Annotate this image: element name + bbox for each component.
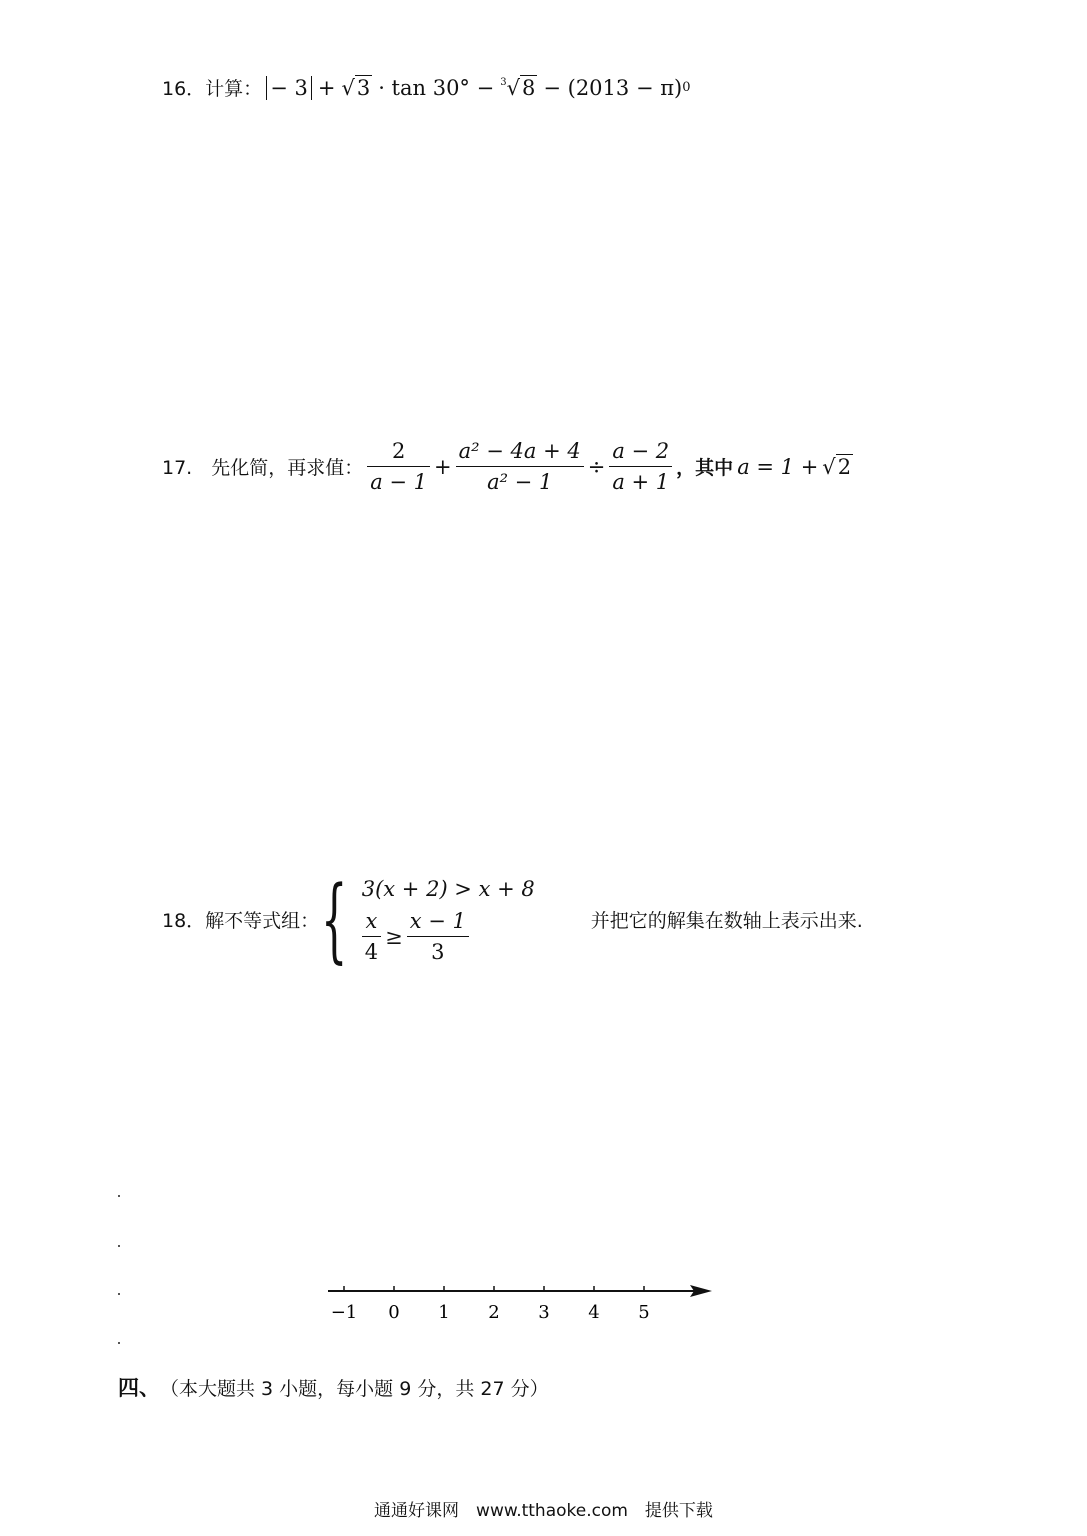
q16-abs-value: − 3 <box>266 76 312 100</box>
number-line-tick-label: 1 <box>438 1302 450 1323</box>
question-16 <box>162 74 691 101</box>
q16-plus: + <box>317 75 336 100</box>
q18-inequality-1: 3(x + 2) > x + 8 <box>361 877 535 901</box>
q17-where: ，其中 <box>676 457 734 479</box>
q17-plus: + <box>434 454 452 479</box>
number-line-tick-label: 2 <box>488 1302 500 1323</box>
question-18 <box>162 865 863 973</box>
q17-fraction-1: $\frac{2}{a - 1}$ <box>367 436 430 497</box>
number-line-tick-label: 4 <box>588 1302 600 1323</box>
q18-left-fraction: $\frac{x}{4}$ <box>362 906 381 967</box>
number-line <box>320 1276 720 1326</box>
q18-label: 18．解不等式组： <box>162 910 320 932</box>
q16-tail: − (2013 − π) <box>543 75 683 100</box>
q16-label: 16．计算： <box>162 78 263 100</box>
q18-system <box>362 872 535 967</box>
margin-dot <box>118 1195 120 1197</box>
q18-instruction: 并把它的解集在数轴上表示出来. <box>590 910 863 932</box>
q17-fraction-3: $\frac{a - 2}{a + 1}$ <box>609 436 672 497</box>
number-line-tick-label: 3 <box>538 1302 550 1323</box>
q16-sqrt3: √3 <box>341 75 371 100</box>
q17-label: 17. 先化简，再求值： <box>162 457 364 479</box>
q18-right-fraction: $\frac{x - 1}{3}$ <box>407 906 469 967</box>
section-4-detail: （本大题共 3 小题，每小题 9 分，共 27 分） <box>160 1377 549 1400</box>
q16-exponent: 0 <box>682 80 691 95</box>
margin-dot <box>118 1245 120 1247</box>
q18-geq: ≥ <box>385 924 403 949</box>
q17-value-prefix: a = 1 + <box>737 454 819 479</box>
section-4-number: 四、 <box>118 1376 160 1400</box>
question-17 <box>162 436 853 497</box>
q16-tan-part: · tan 30° − <box>378 75 495 100</box>
number-line-tick-label: −1 <box>330 1302 358 1323</box>
number-line-tick-label: 0 <box>388 1302 400 1323</box>
margin-dot <box>118 1342 120 1344</box>
q17-fraction-2: $\frac{\text{a² − 4a + 4}}{\text{a² − 1}}$ <box>456 436 584 497</box>
footer-credit: 通通好课网 www.tthaoke.com 提供下载 <box>374 1501 713 1521</box>
q17-divide: ÷ <box>587 454 606 479</box>
margin-dot <box>118 1293 120 1295</box>
q16-cube-root: $^3$√8 <box>500 75 536 100</box>
q18-brace: { <box>321 865 348 973</box>
q18-inequality-2 <box>362 906 535 967</box>
number-line-tick-label: 5 <box>638 1302 650 1323</box>
q17-value-sqrt: √2 <box>822 454 852 479</box>
section-4-heading <box>118 1372 549 1402</box>
